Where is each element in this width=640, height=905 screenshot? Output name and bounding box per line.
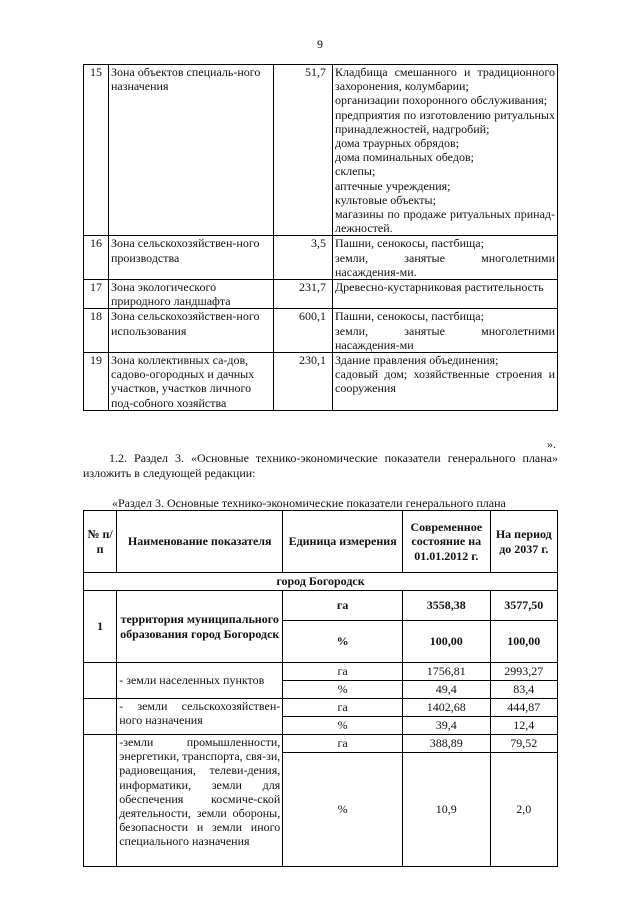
zone-row: [84, 280, 558, 309]
row3-current-ha: 1402,68: [403, 699, 491, 717]
header-num: № п/п: [84, 511, 117, 573]
zone-description-line: Кладбища смешанного и традиционного захоронения, колумбарии;: [335, 65, 555, 94]
row1-num: 1: [84, 591, 117, 663]
row4-future-pct: 2,0: [490, 753, 557, 867]
zone-row: [84, 309, 558, 353]
zone-description: [333, 309, 558, 353]
amendment-paragraph: [83, 451, 558, 481]
row4-current-ha: 388,89: [403, 735, 491, 753]
row2-unit-pct: %: [283, 681, 403, 699]
zone-name: Зона коллективных са-дов, садово-огородных и дачных участков, участков личного под-собного хозяйства: [109, 353, 274, 411]
row3-unit-pct: %: [283, 717, 403, 735]
zone-area: 230,1: [274, 353, 333, 411]
zone-description-line: культовые объекты;: [335, 192, 436, 207]
zone-description-line: склепы;: [335, 164, 376, 179]
zone-description: [333, 280, 558, 309]
header-future: На период до 2037 г.: [490, 511, 557, 573]
zone-description-line: Пашни, сенокосы, пастбища;: [335, 309, 484, 324]
zone-description-line: земли, занятые многолетними насаждения-ми.: [335, 250, 555, 279]
closing-quote: ».: [547, 437, 556, 451]
row4-unit-pct: %: [283, 753, 403, 867]
zone-area: 231,7: [274, 280, 333, 309]
zone-description: [333, 236, 558, 280]
row1-current-pct: 100,00: [403, 621, 491, 663]
zone-number: 18: [84, 309, 109, 353]
header-current: Современное состояние на 01.01.2012 г.: [403, 511, 491, 573]
indicators-table: [83, 510, 558, 867]
zone-area: 51,7: [274, 65, 333, 236]
row2-num: [84, 663, 117, 699]
row1-unit-ha: га: [283, 591, 403, 621]
zone-name: Зона объектов специаль-ного назначения: [109, 65, 274, 236]
zone-name: Зона сельскохозяйствен-ного производства: [109, 236, 274, 280]
zone-description-line: дома траурных обрядов;: [335, 136, 460, 151]
zone-number: 16: [84, 236, 109, 280]
section-title: город Богородск: [84, 573, 558, 591]
row1-name: территория муниципального образования город Богородск: [117, 591, 283, 663]
row3-future-pct: 12,4: [490, 717, 557, 735]
zone-row: [84, 65, 558, 236]
zone-number: 15: [84, 65, 109, 236]
page-number: 9: [317, 37, 323, 51]
row4-current-pct: 10,9: [403, 753, 491, 867]
row3-future-ha: 444,87: [490, 699, 557, 717]
zone-description-line: земли, занятые многолетними насаждения-ми: [335, 323, 555, 352]
row2-future-pct: 83,4: [490, 681, 557, 699]
zone-description-line: Пашни, сенокосы, пастбища;: [335, 236, 484, 251]
row3-name: - земли сельскохозяйствен-ного назначения: [117, 699, 283, 735]
row1-unit-pct: %: [283, 621, 403, 663]
zone-area: 600,1: [274, 309, 333, 353]
row1-future-pct: 100,00: [490, 621, 557, 663]
row3-num: [84, 699, 117, 735]
zone-row: [84, 353, 558, 411]
amendment-text: 1.2. Раздел 3. «Основные технико-экономические показатели генерального плана» изложить в следующей редакции:: [83, 451, 558, 480]
row4-name: -земли промышленности, энергетики, транспорта, свя-зи, радиовещания, телеви-дения, информатики, земли для обеспечения космиче-ской деятельности, земли обороны, безопасности и земли иного специального назначения: [117, 735, 283, 867]
zone-description-line: предприятия по изготовлению ритуальных принадлежностей, надгробий;: [335, 107, 555, 136]
row2-current-ha: 1756,81: [403, 663, 491, 681]
zone-description: [333, 65, 558, 236]
zone-description-line: магазины по продаже ритуальных принад-лежностей.: [335, 207, 555, 236]
zone-name: Зона экологического природного ландшафта: [109, 280, 274, 309]
zone-number: 19: [84, 353, 109, 411]
zone-description-line: дома поминальных обедов;: [335, 150, 474, 165]
zone-description-line: садовый дом; хозяйственные строения и сооружения: [335, 367, 555, 396]
row2-name: - земли населенных пунктов: [117, 663, 283, 699]
row2-current-pct: 49,4: [403, 681, 491, 699]
zone-area: 3,5: [274, 236, 333, 280]
row4-unit-ha: га: [283, 735, 403, 753]
row1-future-ha: 3577,50: [490, 591, 557, 621]
row2-unit-ha: га: [283, 663, 403, 681]
zone-description-line: Здание правления объединения;: [335, 353, 499, 368]
zone-name: Зона сельскохозяйствен-ного использования: [109, 309, 274, 353]
row3-current-pct: 39,4: [403, 717, 491, 735]
zone-description-line: аптечные учреждения;: [335, 178, 451, 193]
row1-current-ha: 3558,38: [403, 591, 491, 621]
zone-description-line: организации похоронного обслуживания;: [335, 93, 548, 108]
header-name: Наименование показателя: [117, 511, 283, 573]
row4-num: [84, 735, 117, 867]
row3-unit-ha: га: [283, 699, 403, 717]
zones-table: [83, 64, 558, 411]
zone-description-line: Древесно-кустарниковая растительность: [335, 280, 544, 295]
header-unit: Единица измерения: [283, 511, 403, 573]
zone-description: [333, 353, 558, 411]
zone-number: 17: [84, 280, 109, 309]
table-caption: «Раздел 3. Основные технико-экономические показатели генерального плана: [112, 496, 506, 510]
zone-row: [84, 236, 558, 280]
row4-future-ha: 79,52: [490, 735, 557, 753]
row2-future-ha: 2993,27: [490, 663, 557, 681]
